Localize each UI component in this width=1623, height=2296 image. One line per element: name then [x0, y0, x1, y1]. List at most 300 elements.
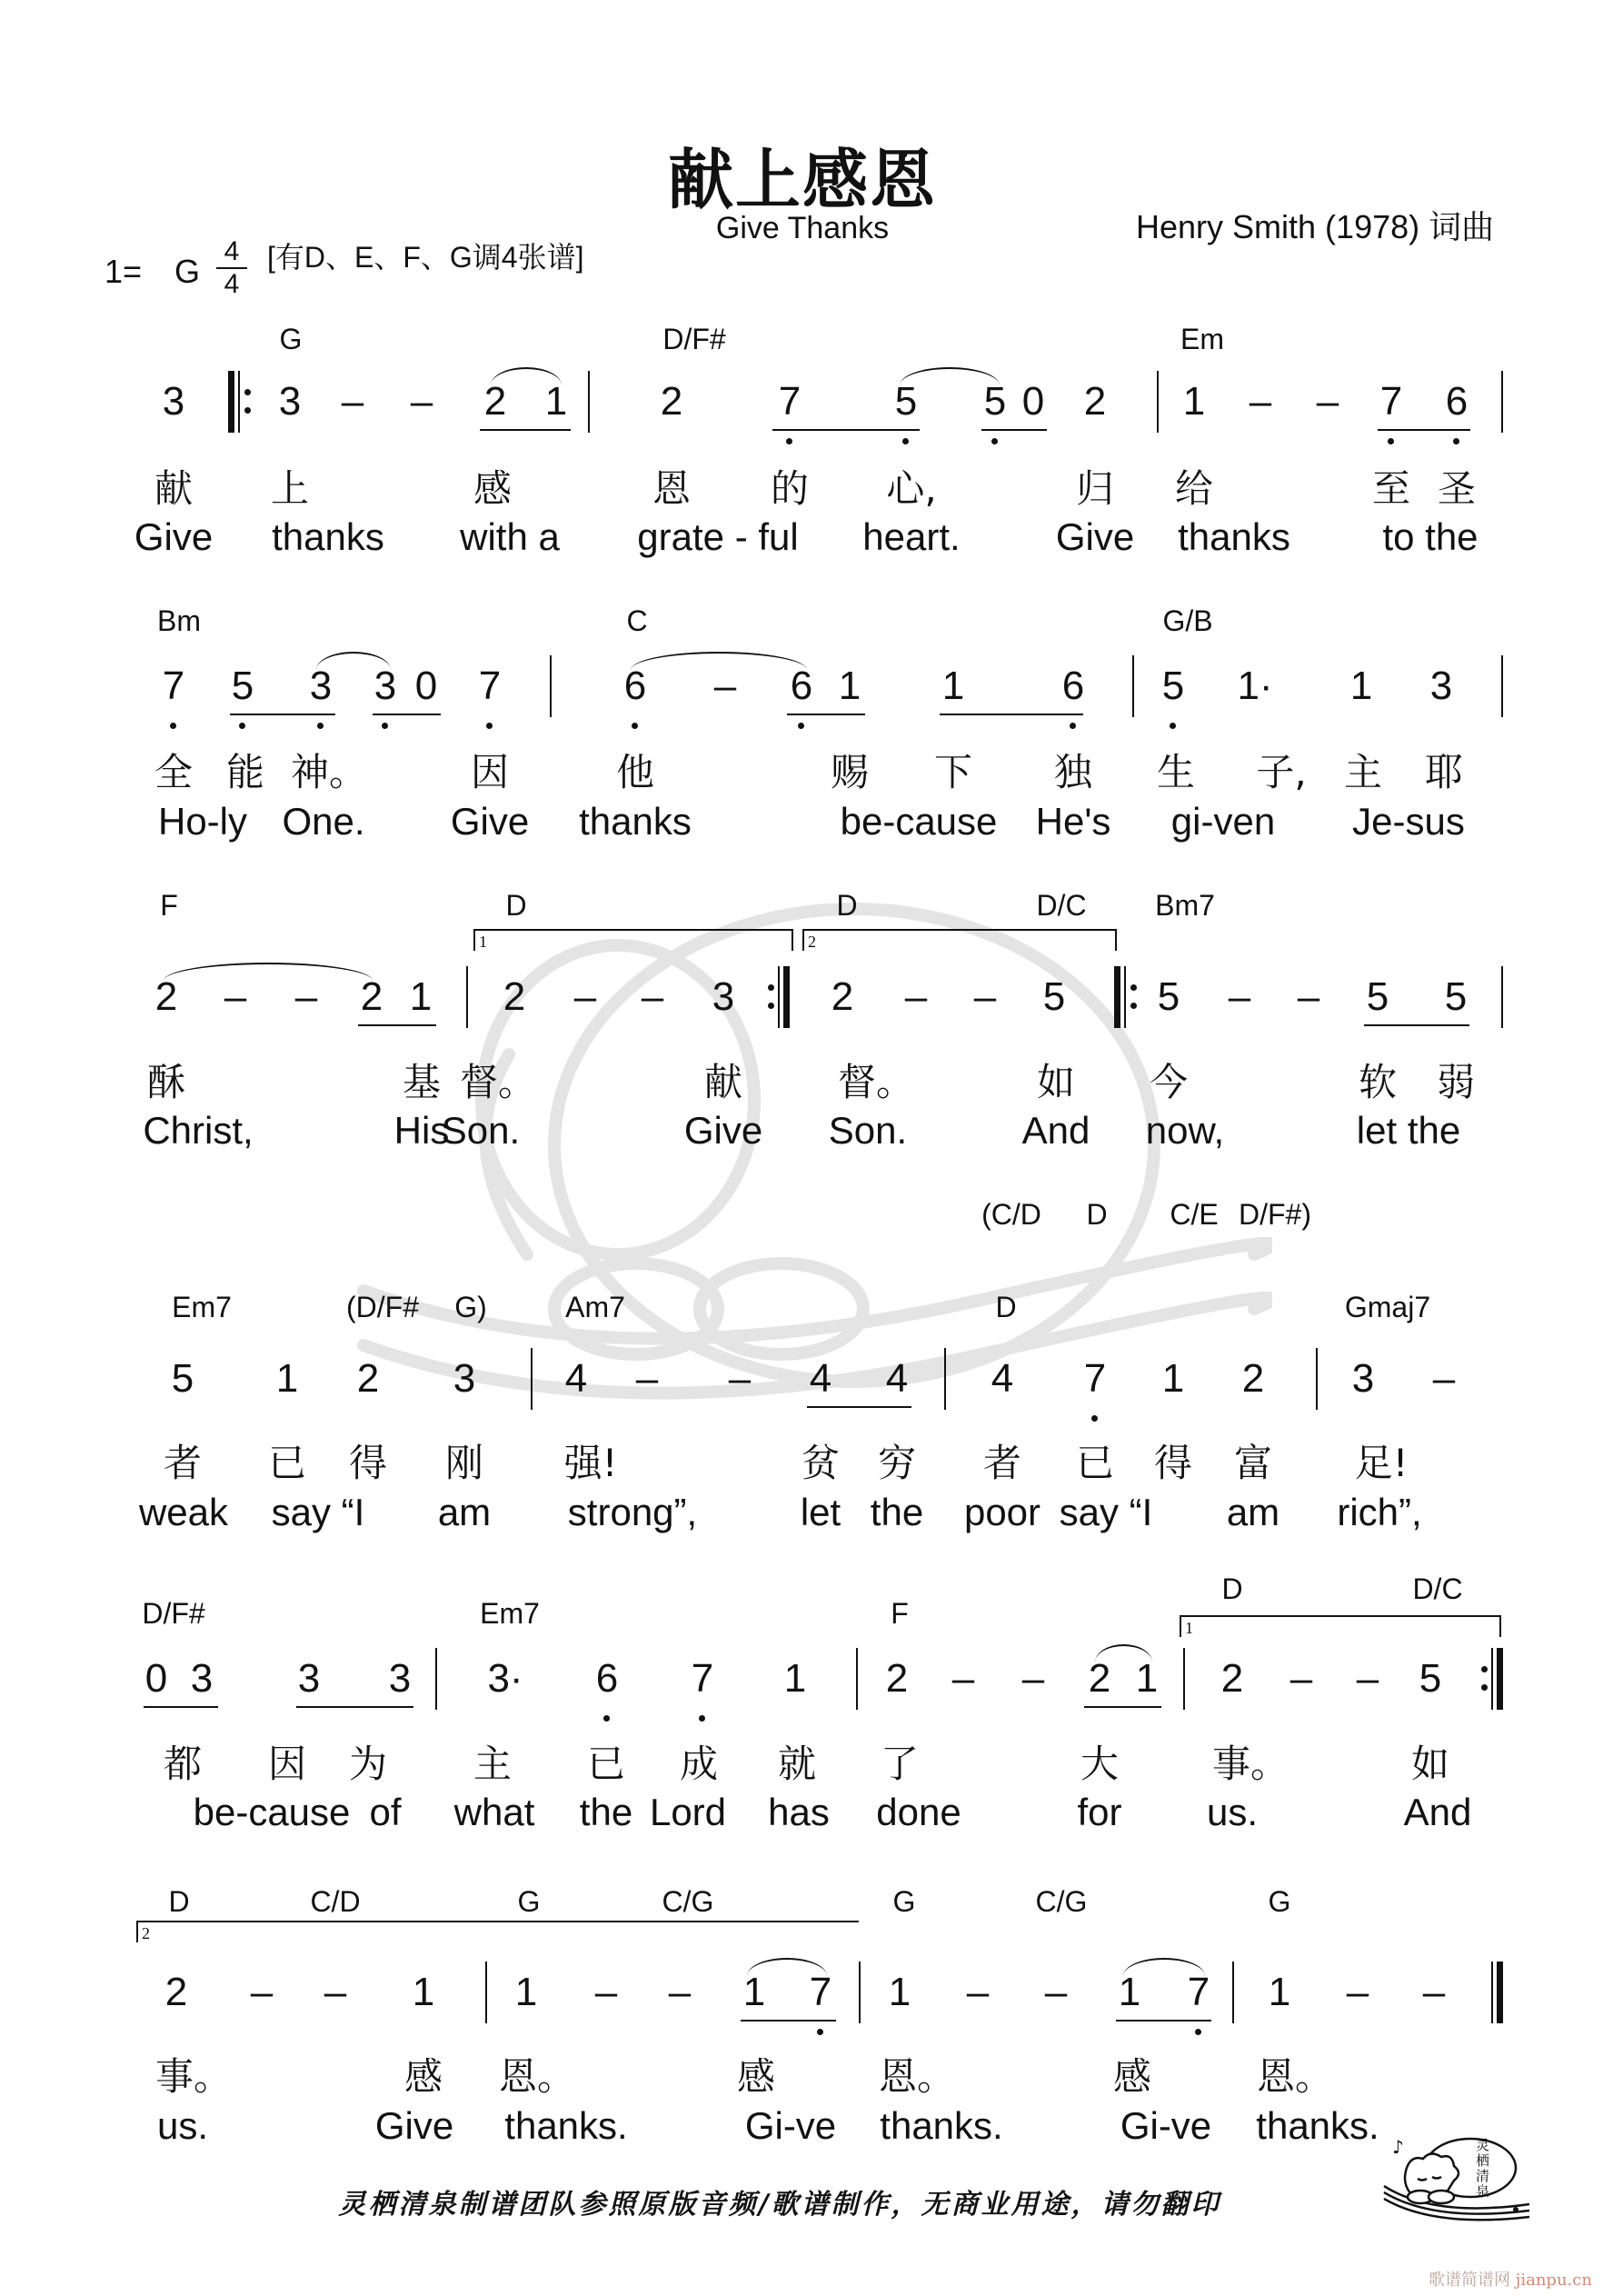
volta-number: 1 [1185, 1619, 1193, 1637]
jianpu-note: 1 [1118, 1970, 1141, 2014]
note-extension-dash: – [904, 974, 928, 1019]
jianpu-note: 1 [1135, 1656, 1159, 1701]
chord-symbol: Bm [157, 604, 201, 637]
chinese-lyric: 独 [1053, 750, 1093, 794]
english-lyric: thanks [1178, 515, 1290, 558]
jianpu-note: 2 [1083, 379, 1107, 424]
volta-number: 1 [479, 933, 487, 951]
jianpu-note: 3· [487, 1656, 523, 1701]
chinese-lyric: 因 [267, 1742, 307, 1786]
english-lyric: what [453, 1791, 535, 1833]
key-prefix: 1= [105, 253, 143, 290]
english-lyric: am [437, 1491, 492, 1533]
eighth-note-underline [981, 429, 1047, 431]
jianpu-note: 1 [888, 1970, 911, 2014]
volta-bracket-2 [802, 929, 1117, 951]
eighth-note-underline [1116, 2020, 1211, 2021]
song-subtitle: Give Thanks [715, 211, 890, 245]
jianpu-note: 7 [1083, 1356, 1107, 1401]
english-lyric: Ho-ly [157, 800, 248, 843]
chord-symbol: Am7 [565, 1291, 625, 1323]
jianpu-note: 0 [144, 1656, 168, 1701]
footer-notice: 灵栖清泉制谱团队参照原版音频/歌谱制作，无商业用途，请勿翻印 [338, 2189, 1221, 2221]
chord-symbol: G [892, 1885, 916, 1918]
chord-symbol: Gmaj7 [1344, 1291, 1431, 1323]
jianpu-note: 6 [1061, 664, 1085, 708]
english-lyric: strong”, [567, 1491, 698, 1533]
volta-bracket-2 [136, 1921, 859, 1942]
eighth-note-underline [1084, 1706, 1161, 1708]
jianpu-note: 1 [1268, 1970, 1291, 2014]
svg-text:♪: ♪ [1392, 2136, 1404, 2158]
chinese-lyric: 弱 [1436, 1060, 1476, 1104]
low-octave-dot [632, 723, 638, 729]
english-lyric: thanks. [880, 2104, 1003, 2147]
chinese-lyric: 得 [1153, 1441, 1193, 1485]
chinese-lyric: 上 [270, 466, 310, 511]
repeat-dot [768, 984, 774, 991]
jianpu-note: 1 [1161, 1356, 1185, 1401]
chinese-lyric: 已 [267, 1441, 307, 1485]
english-lyric: let the [1356, 1109, 1461, 1152]
note-extension-dash: – [728, 1356, 752, 1401]
english-lyric: Son. [441, 1109, 521, 1152]
chinese-lyric: 如 [1410, 1742, 1450, 1786]
jianpu-note: 1 [514, 1970, 538, 2014]
jianpu-note: 6 [595, 1656, 619, 1701]
barline [550, 655, 552, 717]
eighth-note-underline [940, 714, 1083, 715]
english-lyric: done [876, 1791, 961, 1833]
english-lyric: grate - ful [637, 515, 799, 558]
english-lyric: be-cause [193, 1791, 351, 1833]
low-octave-dot [699, 1715, 705, 1722]
chord-symbol: G) [454, 1291, 487, 1323]
note-extension-dash: – [294, 974, 318, 1019]
english-lyric: rich”, [1337, 1491, 1422, 1533]
slur-arc [1123, 1958, 1205, 1976]
time-bottom: 4 [224, 269, 240, 299]
low-octave-dot [817, 2029, 823, 2035]
low-octave-dot [991, 438, 998, 444]
note-extension-dash: – [341, 379, 364, 424]
chord-symbol: G/B [1162, 604, 1213, 637]
jianpu-note: 4 [885, 1356, 909, 1401]
note-extension-dash: – [973, 974, 997, 1019]
english-lyric: He's [1035, 800, 1111, 843]
english-lyric: Give [374, 2104, 454, 2147]
english-lyric: now, [1145, 1109, 1225, 1152]
repeat-start-thin-bar [238, 371, 240, 433]
barline [944, 1348, 946, 1410]
english-lyric: the [579, 1791, 633, 1833]
chinese-lyric: 赐 [830, 750, 870, 794]
note-extension-dash: – [1356, 1656, 1379, 1701]
english-lyric: say “I [271, 1491, 365, 1533]
english-lyric: Give [1055, 515, 1135, 558]
jianpu-note: 3 [712, 974, 735, 1019]
chord-symbol: F [891, 1597, 909, 1630]
logo-label [1476, 2138, 1490, 2200]
barline [466, 966, 468, 1028]
jianpu-note: 5 [1444, 974, 1468, 1019]
low-octave-dot [239, 723, 245, 729]
slur-arc [900, 367, 1000, 385]
english-lyric: Give [683, 1109, 763, 1152]
optional-chord-symbol: (C/D [981, 1198, 1041, 1231]
note-extension-dash: – [1346, 1970, 1369, 2014]
english-lyric: Gi-ve [744, 2104, 837, 2147]
jianpu-note: 3 [162, 379, 185, 424]
chord-symbol: D/F# [662, 323, 726, 355]
note-extension-dash: – [1021, 1656, 1045, 1701]
english-lyric: Son. [828, 1109, 908, 1152]
repeat-end-thick-bar [1497, 1648, 1503, 1710]
english-lyric: of [369, 1791, 402, 1833]
note-extension-dash: – [1297, 974, 1320, 1019]
english-lyric: us. [156, 2104, 209, 2147]
jianpu-note: 0 [1021, 379, 1045, 424]
chord-symbol: Em [1180, 323, 1224, 355]
jianpu-note: 7 [809, 1970, 832, 2014]
jianpu-note: 5 [1366, 974, 1389, 1019]
jianpu-note: 5 [231, 664, 254, 708]
chinese-lyric: 事。 [154, 2054, 233, 2099]
jianpu-note: 3 [278, 379, 302, 424]
eighth-note-underline [373, 714, 441, 715]
english-lyric: has [768, 1791, 830, 1833]
eighth-note-underline [1378, 429, 1470, 431]
jianpu-note: 2 [1241, 1356, 1265, 1401]
jianpu-note: 2 [660, 379, 683, 424]
jianpu-note: 4 [809, 1356, 832, 1401]
chord-symbol: G [517, 1885, 541, 1918]
chinese-lyric: 都 [163, 1742, 203, 1786]
jianpu-note: 6 [623, 664, 647, 708]
barline [1501, 966, 1503, 1028]
jianpu-note: 2 [503, 974, 526, 1019]
song-title: 献上感恩 [667, 142, 938, 218]
chinese-lyric: 者 [163, 1441, 203, 1485]
barline [435, 1648, 437, 1710]
composer-credit: Henry Smith (1978) 词曲 [1136, 208, 1495, 245]
jianpu-note: 5 [983, 379, 1007, 424]
barline [859, 1962, 861, 2023]
repeat-end-thin-bar [1491, 1648, 1493, 1710]
jianpu-note: 4 [991, 1356, 1014, 1401]
barline [1501, 655, 1503, 717]
repeat-start-thick-bar [228, 371, 234, 433]
barline [1157, 371, 1159, 433]
chinese-lyric: 献 [154, 466, 194, 511]
jianpu-note: 2 [831, 974, 854, 1019]
final-thin-bar [1491, 1962, 1493, 2023]
chord-symbol: D [995, 1291, 1017, 1323]
chinese-lyric: 圣 [1437, 466, 1477, 511]
chinese-lyric: 全 [154, 750, 194, 794]
english-lyric: And [1403, 1791, 1472, 1833]
jianpu-note: 5 [894, 379, 918, 424]
jianpu-note: 7 [1379, 379, 1403, 424]
english-lyric: And [1021, 1109, 1090, 1152]
chinese-lyric: 主 [1343, 750, 1383, 794]
chinese-lyric: 成 [679, 1742, 719, 1786]
chinese-lyric: 今 [1149, 1060, 1189, 1104]
low-octave-dot [1388, 438, 1394, 444]
note-extension-dash: – [1228, 974, 1251, 1019]
jianpu-note: 5 [1419, 1656, 1442, 1701]
barline [531, 1348, 533, 1410]
low-octave-dot [170, 723, 176, 729]
english-lyric: One. [282, 800, 365, 843]
jianpu-note: 1 [941, 664, 965, 708]
low-octave-dot [486, 723, 493, 729]
chord-symbol: D/C [1036, 889, 1087, 922]
chord-symbol: C [626, 604, 648, 637]
chinese-lyric: 子, [1256, 750, 1307, 794]
chinese-lyric: 强! [563, 1441, 618, 1485]
chinese-lyric: 耶 [1424, 750, 1464, 794]
barline [1232, 1962, 1234, 2023]
chinese-lyric: 督。 [837, 1060, 915, 1104]
chinese-lyric: 贫 [801, 1441, 841, 1485]
chinese-lyric: 主 [473, 1742, 513, 1786]
chinese-lyric: 足! [1354, 1441, 1409, 1485]
eighth-note-underline [296, 1706, 413, 1708]
note-extension-dash: – [250, 1970, 274, 2014]
english-lyric: say “I [1059, 1491, 1153, 1533]
jianpu-note: 1 [409, 974, 433, 1019]
jianpu-note: 5 [171, 1356, 194, 1401]
low-octave-dot [786, 438, 792, 444]
jianpu-note: 1 [783, 1656, 807, 1701]
logo-char: 灵 [1476, 2137, 1490, 2153]
note-extension-dash: – [1249, 379, 1272, 424]
jianpu-note: 1 [838, 664, 861, 708]
chinese-lyric: 献 [703, 1060, 743, 1104]
repeat-dot [244, 407, 251, 414]
low-octave-dot [603, 1715, 610, 1722]
repeat-end-thin-bar [778, 966, 780, 1028]
note-extension-dash: – [1422, 1970, 1446, 2014]
time-signature [216, 238, 247, 298]
site-watermark [1429, 2267, 1592, 2291]
jianpu-note: 3 [190, 1656, 214, 1701]
note-extension-dash: – [966, 1970, 990, 2014]
repeat-dot [1130, 984, 1137, 991]
chinese-lyric: 得 [348, 1441, 388, 1485]
chinese-lyric: 就 [777, 1742, 817, 1786]
low-octave-dot [1070, 723, 1076, 729]
chord-symbol: Bm7 [1155, 889, 1215, 922]
volta-bracket-1 [1180, 1615, 1501, 1637]
chinese-lyric: 如 [1036, 1060, 1076, 1104]
chinese-lyric: 恩。 [1256, 2054, 1334, 2099]
jianpu-note: 2 [360, 974, 383, 1019]
logo-char: 泉 [1476, 2183, 1490, 2200]
repeat-dot [768, 1003, 774, 1009]
jianpu-note: 4 [564, 1356, 588, 1401]
barline [1132, 655, 1134, 717]
low-octave-dot [902, 438, 909, 444]
chinese-lyric: 已 [1075, 1441, 1115, 1485]
note-extension-dash: – [641, 974, 664, 1019]
chinese-lyric: 恩 [652, 466, 692, 511]
jianpu-note: 3 [1351, 1356, 1375, 1401]
chinese-lyric: 归 [1075, 466, 1115, 511]
slur-arc [747, 1958, 827, 1976]
volta-number: 2 [142, 1924, 150, 1942]
chinese-lyric: 的 [770, 466, 810, 511]
chinese-lyric: 下 [933, 750, 973, 794]
time-top: 4 [224, 236, 240, 266]
jianpu-note: 6 [790, 664, 813, 708]
english-lyric: am [1226, 1491, 1280, 1533]
eighth-note-underline [144, 1706, 218, 1708]
english-lyric: thanks [272, 515, 384, 558]
english-lyric: Give [134, 515, 214, 558]
jianpu-note: 1 [275, 1356, 299, 1401]
lingqi-qingquan-logo [1379, 2131, 1534, 2222]
chord-symbol: G [279, 323, 303, 355]
chinese-lyric: 生 [1156, 750, 1196, 794]
low-octave-dot [382, 723, 388, 729]
repeat-dot [1481, 1666, 1488, 1672]
barline [1316, 1348, 1318, 1410]
english-lyric: thanks [579, 800, 692, 843]
slur-arc [164, 963, 373, 981]
jianpu-note: 7 [1187, 1970, 1210, 2014]
note-extension-dash: – [635, 1356, 659, 1401]
english-lyric: Gi-ve [1120, 2104, 1212, 2147]
barline [485, 1962, 487, 2023]
low-octave-dot [1453, 438, 1459, 444]
chinese-lyric: 恩。 [498, 2054, 576, 2099]
repeat-dot [1130, 1003, 1137, 1009]
chinese-lyric: 大 [1080, 1742, 1120, 1786]
jianpu-note: 2 [885, 1656, 909, 1701]
english-lyric: be-cause [840, 800, 998, 843]
chinese-lyric: 因 [470, 750, 510, 794]
note-extension-dash: – [1316, 379, 1339, 424]
jianpu-note: 2 [1088, 1656, 1111, 1701]
jianpu-note: 1 [1349, 664, 1373, 708]
watermark-url: jianpu.cn [1515, 2271, 1592, 2290]
optional-chord-symbol: D/F#) [1239, 1198, 1311, 1231]
chord-symbol: D [1221, 1572, 1243, 1605]
chinese-lyric: 者 [982, 1441, 1022, 1485]
repeat-start-thick-bar [1114, 966, 1120, 1028]
english-lyric: for [1077, 1791, 1122, 1833]
eighth-note-underline [230, 714, 335, 715]
english-lyric: us. [1206, 1791, 1259, 1833]
jianpu-note: 1 [1182, 379, 1206, 424]
chinese-lyric: 他 [615, 750, 655, 794]
repeat-dot [244, 389, 251, 395]
chord-symbol: F [160, 889, 178, 922]
final-thick-bar [1497, 1962, 1503, 2023]
chinese-lyric: 感 [403, 2054, 443, 2099]
repeat-end-thick-bar [783, 966, 790, 1028]
note-extension-dash: – [594, 1970, 618, 2014]
low-octave-dot [1091, 1415, 1098, 1422]
chinese-lyric: 神。 [290, 750, 368, 794]
watermark-cn: 歌谱简谱网 [1429, 2271, 1511, 2290]
chinese-lyric: 酥 [146, 1060, 186, 1104]
logo-char: 清 [1476, 2168, 1490, 2184]
jianpu-note: 6 [1445, 379, 1469, 424]
chord-symbol: D [505, 889, 527, 922]
note-extension-dash: – [1289, 1656, 1313, 1701]
eighth-note-underline [741, 2020, 836, 2021]
volta-number: 2 [808, 933, 816, 951]
chinese-lyric: 至 [1371, 466, 1411, 511]
chinese-lyric: 督。 [459, 1060, 537, 1104]
repeat-dot [1481, 1684, 1488, 1691]
chord-symbol: D [836, 889, 858, 922]
optional-chord-symbol: C/E [1170, 1198, 1219, 1231]
chinese-lyric: 基 [402, 1060, 442, 1104]
chinese-lyric: 恩。 [878, 2054, 956, 2099]
jianpu-note: 3 [309, 664, 333, 708]
chinese-lyric: 穷 [877, 1441, 917, 1485]
jianpu-note: 2 [164, 1970, 188, 2014]
jianpu-note: 7 [778, 379, 802, 424]
jianpu-note: 7 [162, 664, 185, 708]
chinese-lyric: 了 [880, 1742, 920, 1786]
chord-symbol: D [168, 1885, 190, 1918]
chinese-lyric: 为 [348, 1742, 388, 1786]
english-lyric: gi-ven [1170, 800, 1276, 843]
chord-symbol: G [1268, 1885, 1291, 1918]
chinese-lyric: 刚 [444, 1441, 484, 1485]
jianpu-note: 3 [453, 1356, 476, 1401]
jianpu-note: 3 [1429, 664, 1453, 708]
repeat-start-thin-bar [1124, 966, 1126, 1028]
jianpu-note: 2 [1220, 1656, 1244, 1701]
jianpu-note: 1· [1237, 664, 1273, 708]
chinese-lyric: 给 [1174, 466, 1214, 511]
jianpu-note: 7 [691, 1656, 714, 1701]
note-extension-dash: – [410, 379, 433, 424]
note-extension-dash: – [951, 1656, 975, 1701]
english-lyric: Je-sus [1352, 800, 1465, 843]
note-extension-dash: – [1432, 1356, 1456, 1401]
barline [1183, 1648, 1185, 1710]
english-lyric: to the [1382, 515, 1479, 558]
jianpu-note: 5 [1161, 664, 1185, 708]
slur-arc [491, 367, 562, 385]
chord-symbol: C/G [1035, 1885, 1088, 1918]
jianpu-note: 3 [373, 664, 397, 708]
jianpu-note: 5 [1042, 974, 1066, 1019]
barline [856, 1648, 858, 1710]
jianpu-note: 0 [414, 664, 438, 708]
note-extension-dash: – [224, 974, 247, 1019]
chinese-lyric: 能 [225, 750, 265, 794]
jianpu-note: 3 [388, 1656, 412, 1701]
jianpu-note: 1 [544, 379, 568, 424]
english-lyric: with a [460, 515, 560, 558]
low-octave-dot [317, 723, 324, 729]
chinese-lyric: 富 [1233, 1441, 1273, 1485]
eighth-note-underline [1364, 1024, 1469, 1026]
english-lyric: heart. [862, 515, 961, 558]
chinese-lyric: 感 [473, 466, 513, 511]
chinese-lyric: 已 [586, 1742, 626, 1786]
optional-chord-symbol: D [1086, 1198, 1108, 1231]
english-lyric: Give [450, 800, 530, 843]
